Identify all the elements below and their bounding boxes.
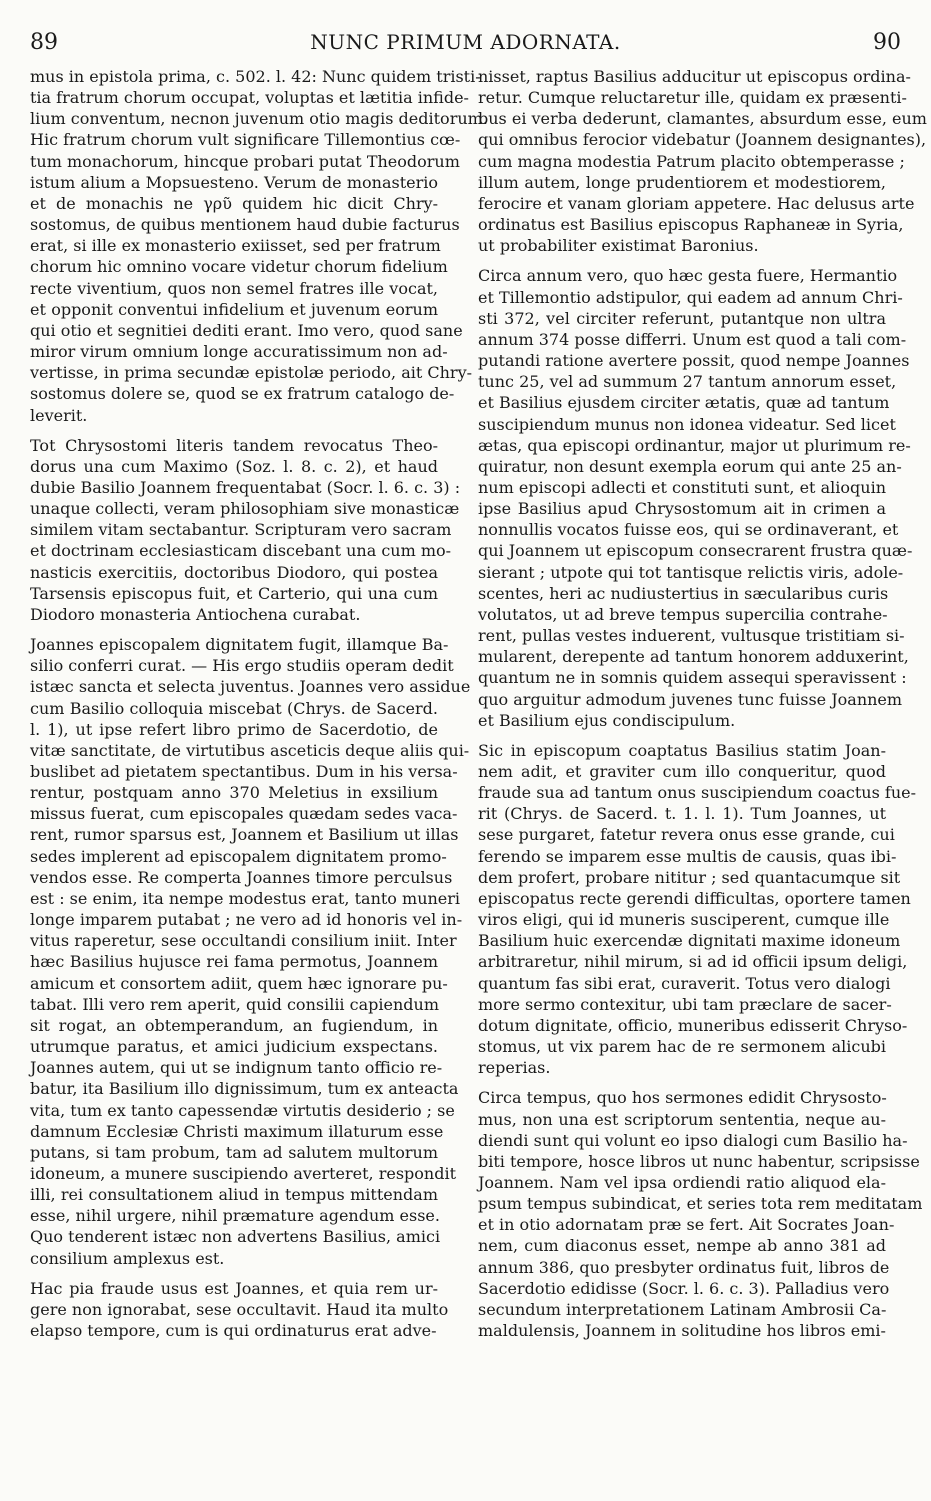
text-line: qui Joannem ut episcopum consecrarent frustra quæ- <box>478 541 913 561</box>
text-line: vertisse, in prima secundæ epistolæ periodo, ait Chry- <box>30 363 473 383</box>
text-line: cum magna modestia Patrum placito obtemperasse ; <box>478 151 905 171</box>
text-line: rit (Chrys. de Sacerd. t. 1. l. 1). Tum Joannes, ut <box>478 804 886 824</box>
text-line: qui omnibus ferocior videbatur (Joannem designantes), <box>478 130 927 150</box>
text-line: ferocire et vanam gloriam appetere. Hac delusus arte <box>478 193 915 213</box>
paragraph-gap <box>30 426 438 435</box>
text-line: et de monachis ne γρῦ quidem hic dicit Chry- <box>30 193 438 213</box>
text-line: bus ei verba dederunt, clamantes, absurdum esse, eum <box>478 109 927 129</box>
text-line: idoneum, a munere suscipiendo averteret, respondit <box>30 1163 456 1183</box>
text-line: est : se enim, ita nempe modestus erat, tanto muneri <box>30 888 461 908</box>
text-line: Quo tenderent istæc non advertens Basilius, amici <box>30 1227 441 1247</box>
text-line: viros eligi, qui id muneris susciperent, cumque ille <box>478 910 890 930</box>
text-line: Circa tempus, quo hos sermones edidit Chrysosto- <box>478 1088 887 1108</box>
text-line: ut probabiliter existimat Baronius. <box>478 236 759 256</box>
text-line: et doctrinam ecclesiasticam discebant una cum mo- <box>30 541 452 561</box>
text-line: fraude sua ad tantum onus suscipiendum coactus fue- <box>478 783 916 803</box>
text-line: tunc 25, vel ad summum 27 tantum annorum esset, <box>478 372 897 392</box>
text-line: batur, ita Basilium illo dignissimum, tum ex anteacta <box>30 1079 459 1099</box>
text-line: num episcopi adlecti et constituti sunt, et alioquin <box>478 477 886 497</box>
text-line: ordinatus est Basilius episcopus Raphaneæ in Syria, <box>478 215 904 235</box>
text-line: Joannem. Nam vel ipsa ordiendi ratio aliquod ela- <box>478 1172 886 1192</box>
text-line: secundum interpretationem Latinam Ambrosii Ca- <box>478 1299 887 1319</box>
text-line: Joannes episcopalem dignitatem fugit, illamque Ba- <box>30 635 449 655</box>
text-line: mularent, derepente ad tantum honorem adduxerint, <box>478 647 909 667</box>
text-line: ætas, qua episcopi ordinantur, major ut plurimum re- <box>478 435 911 455</box>
text-line: utrumque paratus, et amici judicium exspectans. <box>30 1037 438 1057</box>
text-line: nonnullis vocatos fuisse eos, qui se ordinaverant, et <box>478 520 899 540</box>
text-line: Sic in episcopum coaptatus Basilius statim Joan- <box>478 740 886 760</box>
running-title: NUNC PRIMUM ADORNATA. <box>310 30 621 54</box>
text-line: et in otio adornatam præ se fert. Ait Socrates Joan- <box>478 1215 895 1235</box>
text-line: et Basilius ejusdem circiter ætatis, quæ ad tantum <box>478 393 890 413</box>
text-line: istum alium a Mopsuesteno. Verum de monasterio <box>30 172 438 192</box>
right-text-column <box>478 66 927 1341</box>
right-page-number: 90 <box>873 30 901 55</box>
text-line: biti tempore, hosce libros ut nunc habentur, scripsisse <box>478 1151 920 1171</box>
text-line: Sacerdotio edidisse (Socr. l. 6. c. 3). Palladius vero <box>478 1278 890 1298</box>
text-line: Tarsensis episcopus fuit, et Carterio, qui una cum <box>30 583 438 603</box>
text-line: chorum hic omnino vocare videtur chorum fidelium <box>30 257 448 277</box>
text-line: illum autem, longe prudentiorem et modestiorem, <box>478 172 886 192</box>
text-line: Basilium huic exercendæ dignitati maxime idoneum <box>478 931 901 951</box>
text-line: scentes, heri ac nudiustertius in sæcularibus curis <box>478 583 889 603</box>
text-line: mus, non una est scriptorum sententia, neque au- <box>478 1109 886 1129</box>
text-line: vendos esse. Re comperta Joannes timore perculsus <box>30 867 453 887</box>
text-line: l. 1), ut ipse refert libro primo de Sacerdotio, de <box>30 719 438 739</box>
text-line: Tot Chrysostomi literis tandem revocatus Theo- <box>30 435 438 455</box>
text-line: et Basilium ejus condiscipulum. <box>478 710 736 730</box>
text-line: episcopatus recte gerendi difficultas, oportere tamen <box>478 888 911 908</box>
text-line: quantum ne in somnis quidem assequi speravissent : <box>478 668 907 688</box>
text-line: reperias. <box>478 1058 551 1078</box>
text-line: nem adit, et graviter cum illo conqueritur, quod <box>478 762 886 781</box>
text-line: Diodoro monasteria Antiochena curabat. <box>30 604 361 624</box>
text-line: similem vitam sectabantur. Scripturam vero sacram <box>30 520 452 540</box>
text-line: illi, rei consultationem aliud in tempus mittendam <box>30 1185 438 1205</box>
text-line: buslibet ad pietatem spectantibus. Dum in his versa- <box>30 762 458 781</box>
text-line: psum tempus subindicat, et series tota rem meditatam <box>478 1194 923 1214</box>
text-line: Hac pia fraude usus est Joannes, et quia rem ur- <box>30 1278 438 1298</box>
text-line: esse, nihil urgere, nihil præmature agendum esse. <box>30 1206 440 1226</box>
text-line: lium conventum, necnon juvenum otio magis deditorum. <box>30 109 488 129</box>
text-line: mus in epistola prima, c. 502. l. 42: Nunc quidem tristi- <box>30 67 481 86</box>
text-line: sierant ; utpote qui tot tantisque relictis viris, adole- <box>478 562 904 582</box>
text-line: annum 386, quo presbyter ordinatus fuit, libros de <box>478 1257 890 1277</box>
text-line: suscipiendum munus non idonea videatur. Sed licet <box>478 414 896 434</box>
text-line: dorus una cum Maximo (Soz. l. 8. c. 2), et haud <box>30 456 438 476</box>
text-line: sese purgaret, fatetur revera onus esse grande, cui <box>478 825 895 845</box>
text-line: arbitraretur, nihil mirum, si ad id officii ipsum deligi, <box>478 952 908 972</box>
text-line: rent, pullas vestes induerent, vultusque tristitiam si- <box>478 626 905 646</box>
text-line: diendi sunt qui volunt eo ipso dialogi cum Basilio ha- <box>478 1130 908 1150</box>
text-line: Joannes autem, qui ut se indignum tanto officio re- <box>30 1058 443 1078</box>
text-line: istæc sancta et selecta juventus. Joannes vero assidue <box>30 677 471 697</box>
text-line: amicum et consortem adiit, quem hæc ignorare pu- <box>30 973 448 993</box>
text-line: Hic fratrum chorum vult significare Tillemontius cœ- <box>30 130 461 150</box>
text-line: recte viventium, quos non semel fratres ille vocat, <box>30 278 438 298</box>
page-header <box>30 30 901 60</box>
text-line: putandi ratione avertere possit, quod nempe Joannes <box>478 351 910 371</box>
text-line: gere non ignorabat, sese occultavit. Haud ita multo <box>30 1299 449 1319</box>
text-line: damnum Ecclesiæ Christi maximum illaturum esse <box>30 1121 444 1141</box>
text-line: ipse Basilius apud Chrysostomum ait in crimen a <box>478 499 886 519</box>
text-line: sostomus dolere se, quod se ex fratrum catalogo de- <box>30 384 455 404</box>
text-line: stomus, ut vix parem hac de re sermonem alicubi <box>478 1037 886 1057</box>
text-line: sedes implerent ad episcopalem dignitatem promo- <box>30 846 447 866</box>
text-line: erat, si ille ex monasterio exiisset, sed per fratrum <box>30 236 441 256</box>
text-line: volutatos, ut ad breve tempus supercilia contrahe- <box>478 604 888 624</box>
text-line: more sermo contexitur, ubi tam præclare de sacer- <box>478 994 892 1014</box>
text-line: retur. Cumque reluctaretur ille, quidam ex præsenti- <box>478 88 907 108</box>
paragraph-gap <box>478 731 886 740</box>
text-line: longe imparem putabat ; ne vero ad id honoris vel in- <box>30 910 463 930</box>
text-line: silio conferri curat. — His ergo studiis operam dedit <box>30 656 454 676</box>
text-line: nasticis exercitiis, doctoribus Diodoro, qui postea <box>30 562 438 582</box>
text-line: vitus raperetur, sese occultandi consilium iniit. Inter <box>30 931 457 951</box>
text-line: sti 372, vel circiter referunt, putantque non ultra <box>478 308 886 328</box>
left-page-number: 89 <box>30 30 58 55</box>
text-line: sostomus, de quibus mentionem haud dubie facturus <box>30 215 460 235</box>
paragraph-gap <box>30 1269 438 1278</box>
text-line: maldulensis, Joannem in solitudine hos libros emi- <box>478 1321 886 1341</box>
text-line: dotum dignitate, officio, muneribus edisserit Chryso- <box>478 1015 908 1035</box>
text-line: rentur, postquam anno 370 Meletius in exsilium <box>30 783 438 803</box>
text-line: annum 374 posse differri. Unum est quod a tali com- <box>478 329 907 349</box>
text-line: tabat. Illi vero rem aperit, quid consilii capiendum <box>30 994 439 1014</box>
text-line: Circa annum vero, quo hæc gesta fuere, Hermantio <box>478 266 898 286</box>
text-line: quo arguitur admodum juvenes tunc fuisse Joannem <box>478 689 903 709</box>
text-line: cum Basilio colloquia miscebat (Chrys. de Sacerd. <box>30 698 438 718</box>
text-line: unaque collecti, veram philosophiam sive monasticæ <box>30 499 460 519</box>
text-line: nem, cum diaconus esset, nempe ab anno 381 ad <box>478 1236 886 1256</box>
text-line: ferendo se imparem esse multis de causis, quas ibi- <box>478 846 897 866</box>
text-line: et Tillemontio adstipulor, qui eadem ad annum Chri- <box>478 287 903 307</box>
text-line: quantum fas sibi erat, curaverit. Totus vero dialogi <box>478 973 891 993</box>
paragraph-gap <box>478 256 886 265</box>
text-line: rent, rumor sparsus est, Joannem et Basilium ut illas <box>30 825 459 845</box>
left-text-column <box>30 66 488 1341</box>
text-line: quiratur, non desunt exempla eorum qui ante 25 an- <box>478 456 902 476</box>
text-line: hæc Basilius hujusce rei fama permotus, Joannem <box>30 952 438 972</box>
text-line: qui otio et segnitiei dediti erant. Imo vero, quod sane <box>30 320 463 340</box>
text-line: leverit. <box>30 405 88 425</box>
text-line: vitæ sanctitate, de virtutibus asceticis deque aliis qui- <box>30 740 470 760</box>
text-line: tum monachorum, hincque probari putat Theodorum <box>30 151 460 171</box>
paragraph-gap <box>478 1078 886 1087</box>
text-line: putans, si tam probum, tam ad salutem multorum <box>30 1142 438 1162</box>
paragraph-gap <box>30 625 438 634</box>
text-line: elapso tempore, cum is qui ordinaturus erat adve- <box>30 1321 437 1341</box>
text-line: tia fratrum chorum occupat, voluptas et lætitia infide- <box>30 88 469 108</box>
text-line: consilium amplexus est. <box>30 1248 225 1268</box>
text-line: dubie Basilio Joannem frequentabat (Socr. l. 6. c. 3) : <box>30 477 461 497</box>
text-line: dem profert, probare nititur ; sed quantacumque sit <box>478 867 901 887</box>
text-line: vita, tum ex tanto capessendæ virtutis desiderio ; se <box>30 1100 455 1120</box>
text-line: missus fuerat, cum episcopales quædam sedes vaca- <box>30 804 458 824</box>
text-line: sit rogat, an obtemperandum, an fugiendum, in <box>30 1015 438 1035</box>
text-line: nisset, raptus Basilius adducitur ut episcopus ordina- <box>478 67 911 86</box>
text-line: et opponit conventui infidelium et juvenum eorum <box>30 299 438 319</box>
text-line: miror virum omnium longe accuratissimum non ad- <box>30 342 448 362</box>
